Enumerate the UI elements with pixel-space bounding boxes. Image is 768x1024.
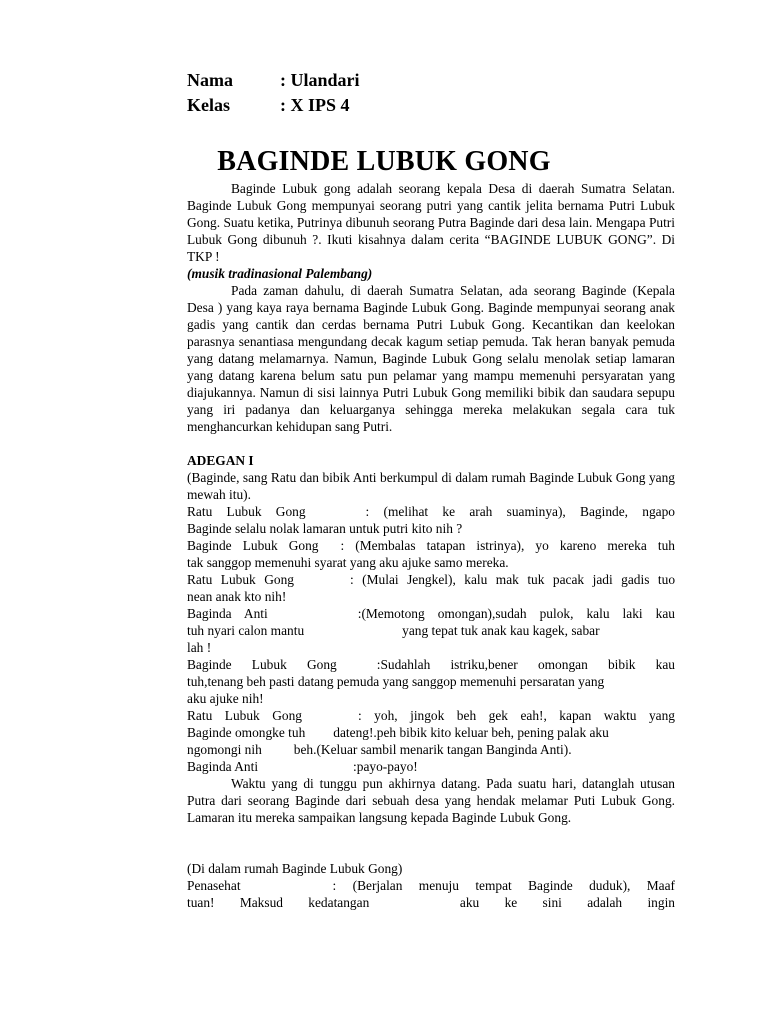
class-label: Kelas [187, 95, 230, 115]
dialogue-text: :payo-payo! [353, 759, 418, 774]
dialogue-text: : (Membalas tatapan istrinya), yo kareno mereka tuh [340, 538, 675, 553]
dialogue-continuation: tak sanggop memenuhi syarat yang aku ajuke samo mereka. [187, 555, 509, 570]
dialogue-text: :Sudahlah istriku,bener omongan bibik kau [376, 657, 676, 672]
dialogue-text: : (Berjalan menuju tempat Baginde duduk), Maaf [332, 878, 675, 893]
dialogue-continuation: lah ! [187, 640, 212, 655]
dialogue-text: : yoh, jingok beh gek eah!, kapan waktu yang [357, 708, 676, 723]
music-note: (musik tradinasional Palembang) [187, 266, 373, 281]
dialogue-line [187, 877, 675, 894]
name-label: Nama [187, 70, 233, 90]
scene2-stage-direction: (Di dalam rumah Baginde Lubuk Gong) [187, 861, 403, 876]
dialogue-line [187, 503, 675, 520]
speaker-name: Ratu Lubuk Gong [187, 572, 294, 587]
dialogue-continuation: tuh nyari calon mantu yang tepat tuk anak kau kagek, sabar [187, 623, 600, 638]
dialogue-continuation: nean anak kto nih! [187, 589, 287, 604]
dialogue-continuation: aku ajuke nih! [187, 691, 264, 706]
dialogue-line [187, 605, 675, 622]
dialogue-line [187, 571, 675, 588]
name-value: : Ulandari [280, 70, 360, 90]
story-paragraph: Pada zaman dahulu, di daerah Sumatra Selatan, ada seorang Baginde (Kepala Desa ) yang kaya raya bernama Baginde Lubuk Gong. Baginde mempunyai seorang anak gadis yang cantik dan cerdas bernama Putri Lubuk Gong. Kecantikan dan keelokan parasnya senantiasa mengundang decak kagum setiap pemuda. Tak heran banyak pemuda yang datang melamarnya. Namun, Baginde Lubuk Gong selalu menolak setiap lamaran yang datang karena belum satu pun pelamar yang mampu memenuhi persyaratan yang diajukannya. Namun di sisi lainnya Putri Lubuk Gong memiliki bibik dan saudara sepupu yang iri padanya dan keluarganya sehingga mereka melakukan segala cara tuk menghancurkan kehidupan sang Putri. [187, 283, 675, 434]
narration-paragraph: Waktu yang di tunggu pun akhirnya datang. Pada suatu hari, datanglah utusan Putra dari seorang Baginde dari sebuah desa yang hendak melamar Puti Lubuk Gong. Lamaran itu mereka sampaikan langsung kepada Baginde Lubuk Gong. [187, 776, 675, 825]
dialogue-continuation: Baginde selalu nolak lamaran untuk putri kito nih ? [187, 521, 463, 536]
document-body [187, 180, 675, 911]
dialogue-text: :(Memotong omongan),sudah pulok, kalu laki kau [357, 606, 675, 621]
scene-stage-direction: (Baginde, sang Ratu dan bibik Anti berkumpul di dalam rumah Baginde Lubuk Gong yang mewah itu). [187, 470, 675, 502]
speaker-name: Baginda Anti [187, 606, 268, 621]
dialogue-line [187, 656, 675, 673]
speaker-name: Ratu Lubuk Gong [187, 708, 302, 723]
scene-heading: ADEGAN I [187, 453, 254, 468]
dialogue-text: : (Mulai Jengkel), kalu mak tuk pacak jadi gadis tuo [349, 572, 676, 587]
dialogue-line [187, 537, 675, 554]
story-title: BAGINDE LUBUK GONG [217, 146, 551, 177]
speaker-name: Penasehat [187, 878, 241, 893]
dialogue-continuation: ngomongi nih beh.(Keluar sambil menarik tangan Banginda Anti). [187, 742, 572, 757]
speaker-name: Baginda Anti [187, 759, 259, 774]
name-row [187, 70, 360, 91]
dialogue-continuation: tuan! Maksud kedatangan aku ke sini adalah ingin [187, 895, 675, 910]
speaker-name: Baginde Lubuk Gong [187, 538, 319, 553]
class-row [187, 95, 350, 116]
speaker-name: Baginde Lubuk Gong [187, 657, 337, 672]
dialogue-line [187, 758, 675, 775]
speaker-name: Ratu Lubuk Gong [187, 504, 306, 519]
dialogue-line [187, 707, 675, 724]
intro-paragraph: Baginde Lubuk gong adalah seorang kepala Desa di daerah Sumatra Selatan. Baginde Lubuk Gong mempunyai seorang putri yang cantik jelita bernama Putri Lubuk Gong. Suatu ketika, Putrinya dibunuh seorang Putra Baginde dari desa lain. Mengapa Putri Lubuk Gong dibunuh ?. Ikuti kisahnya dalam cerita “BAGINDE LUBUK GONG”. Di TKP ! [187, 181, 675, 264]
class-value: : X IPS 4 [280, 95, 350, 115]
dialogue-text: : (melihat ke arah suaminya), Baginde, ngapo [365, 504, 675, 519]
dialogue-continuation: tuh,tenang beh pasti datang pemuda yang sanggop memenuhi persaratan yang [187, 674, 605, 689]
dialogue-continuation: Baginde omongke tuh dateng!.peh bibik kito keluar beh, pening palak aku [187, 725, 609, 740]
